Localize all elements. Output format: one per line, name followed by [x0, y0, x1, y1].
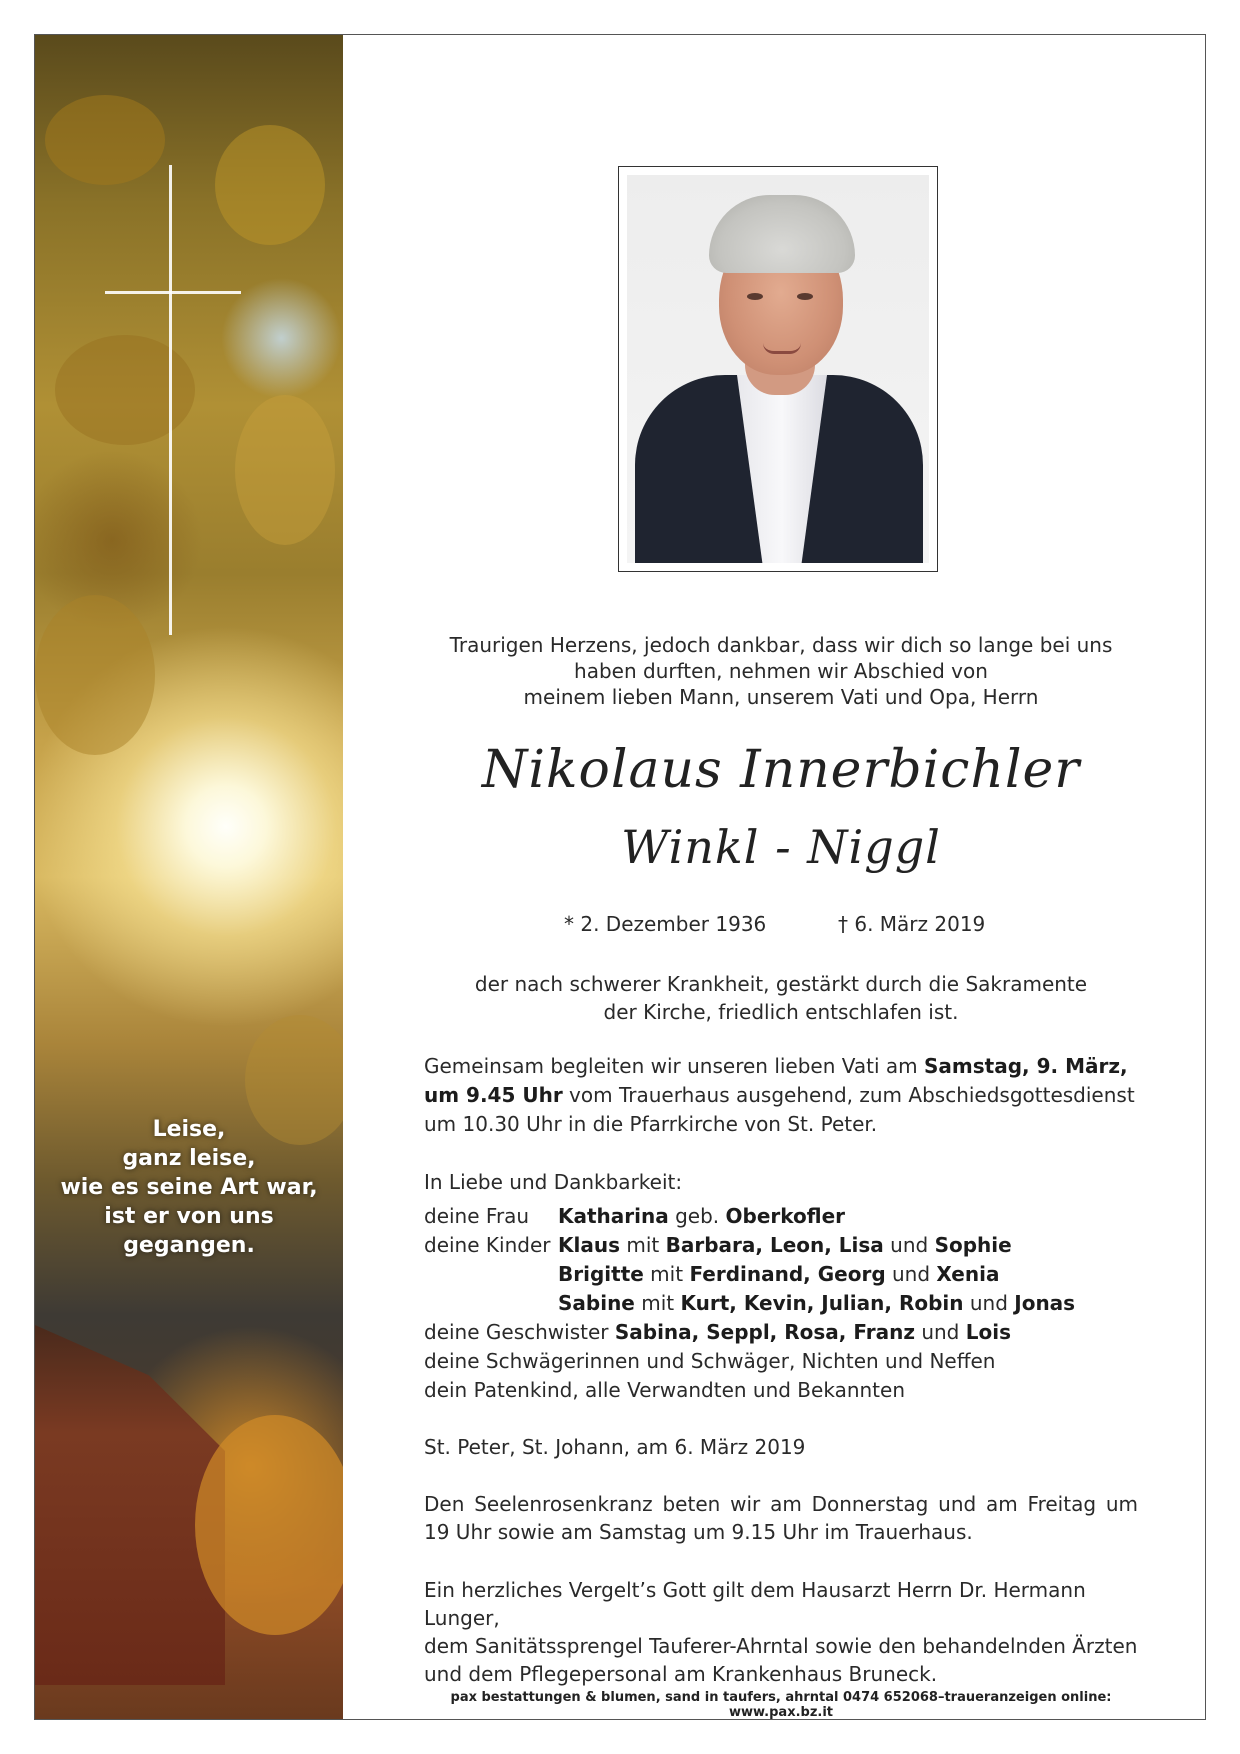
deceased-name: Nikolaus Innerbichler — [481, 740, 1081, 800]
list-item: deine Schwägerinnen und Schwäger, Nichten und Neffen — [424, 1349, 996, 1373]
list-item: Brigitte mit Ferdinand, Georg und Xenia — [558, 1262, 1000, 1286]
list-item: dein Patenkind, alle Verwandten und Bekannten — [424, 1378, 905, 1402]
list-item: deine Geschwister Sabina, Seppl, Rosa, Franz und Lois — [424, 1320, 1011, 1344]
passing-text: der nach schwerer Krankheit, gestärkt durch die Sakramente der Kirche, friedlich entschlafen ist. — [474, 972, 1088, 1024]
list-item: deine Kinder Klaus mit Barbara, Leon, Lisa und Sophie — [424, 1233, 1012, 1257]
footer-text: pax bestattungen & blumen, sand in taufers, ahrntal 0474 652068–traueranzeigen online: www.pax.bz.it — [450, 1690, 1112, 1720]
family-heading: In Liebe und Dankbarkeit: — [424, 1170, 683, 1194]
thanks-text: Ein herzliches Vergelt’s Gott gilt dem Hausarzt Herrn Dr. Hermann Lunger, dem Sanitätssprengel Tauferer-Ahrntal sowie den behandelnden Ärzten und dem Pflegepersonal am Krankenhaus Bruneck. — [424, 1578, 1138, 1686]
funeral-info: Gemeinsam begleiten wir unseren lieben Vati am Samstag, 9. März, um 9.45 Uhr vom Trauerhaus ausgehend, zum Abschiedsgottesdienst um 10.30 Uhr in die Pfarrkirche von St. Peter. — [424, 1054, 1135, 1136]
cross-icon-vertical — [169, 165, 172, 635]
birth-date: * 2. Dezember 1936 — [564, 912, 767, 936]
family-list — [424, 1202, 1138, 1405]
list-item: Sabine mit Kurt, Kevin, Julian, Robin und Jonas — [558, 1291, 1076, 1315]
deceased-nickname: Winkl - Niggl — [621, 820, 941, 874]
list-item: deine Frau Katharina geb. Oberkofler — [424, 1204, 846, 1228]
portrait-photo — [627, 175, 929, 563]
place-date: St. Peter, St. Johann, am 6. März 2019 — [424, 1435, 806, 1459]
cross-icon-horizontal — [105, 291, 241, 294]
intro-text: Traurigen Herzens, jedoch dankbar, dass wir dich so lange bei uns haben durften, nehmen wir Abschied von meinem lieben Mann, unserem Vati und Opa, Herrn — [449, 633, 1113, 709]
portrait-photo-frame — [618, 166, 938, 572]
sidebar-quote: Leise, ganz leise, wie es seine Art war, ist er von uns gegangen. — [60, 1117, 318, 1258]
rosary-info: Den Seelenrosenkranz beten wir am Donnerstag und am Freitag um 19 Uhr sowie am Samstag um 9.15 Uhr im Trauerhaus. — [424, 1492, 1138, 1544]
sidebar-autumn-tree-image — [35, 35, 343, 1719]
death-date: † 6. März 2019 — [838, 912, 986, 936]
